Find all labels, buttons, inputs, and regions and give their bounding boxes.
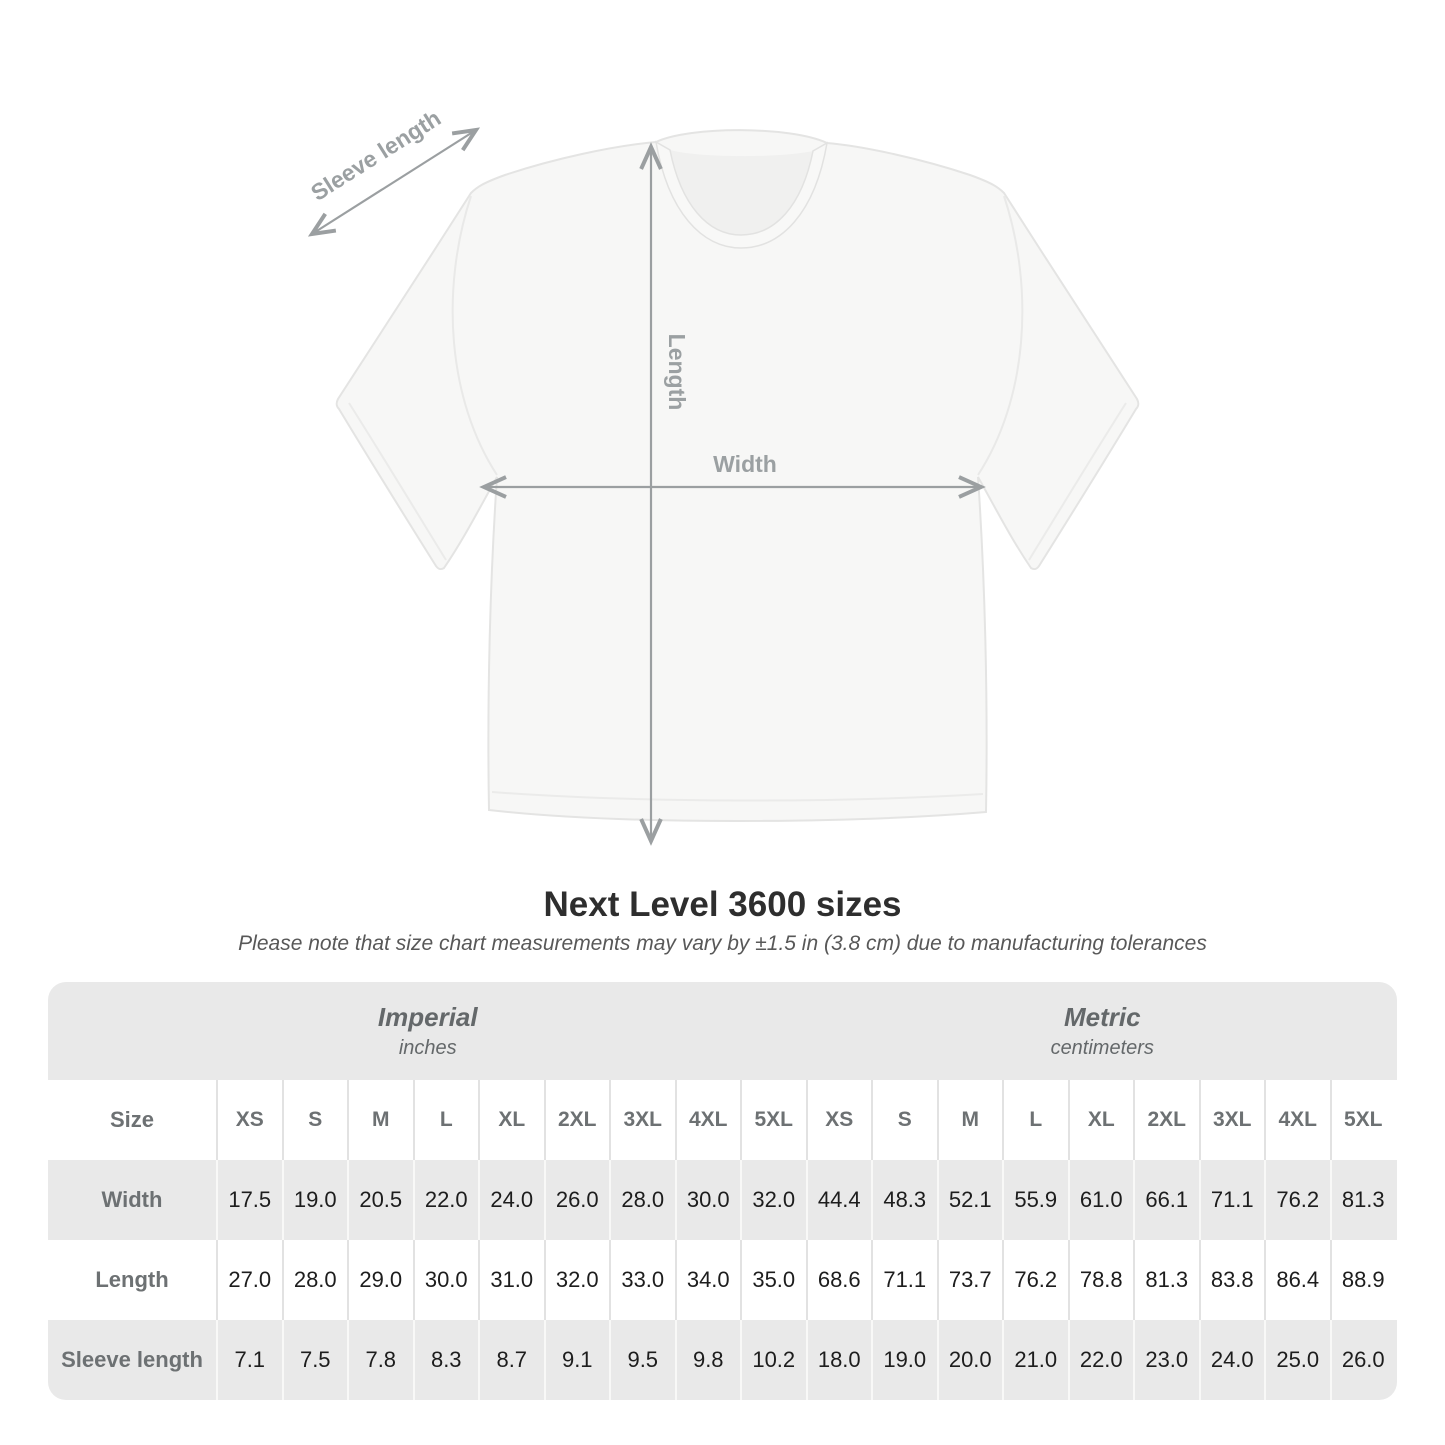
size-header: XL xyxy=(1070,1080,1136,1160)
size-header: S xyxy=(873,1080,939,1160)
metric-section-header xyxy=(808,982,1398,1080)
metric-value: 81.3 xyxy=(1135,1240,1201,1320)
row-label: Length xyxy=(48,1240,218,1320)
metric-value: 24.0 xyxy=(1201,1320,1267,1400)
metric-value: 19.0 xyxy=(873,1320,939,1400)
imperial-value: 24.0 xyxy=(480,1160,546,1240)
imperial-value: 8.3 xyxy=(415,1320,481,1400)
imperial-value: 27.0 xyxy=(218,1240,284,1320)
imperial-value: 9.5 xyxy=(611,1320,677,1400)
size-header: 2XL xyxy=(1135,1080,1201,1160)
size-header: 4XL xyxy=(677,1080,743,1160)
metric-value: 76.2 xyxy=(1266,1160,1332,1240)
width-label: Width xyxy=(713,451,777,477)
imperial-value: 32.0 xyxy=(742,1160,808,1240)
metric-value: 86.4 xyxy=(1266,1240,1332,1320)
imperial-value: 29.0 xyxy=(349,1240,415,1320)
imperial-value: 8.7 xyxy=(480,1320,546,1400)
metric-unit-label: centimeters xyxy=(1050,1036,1154,1059)
imperial-value: 19.0 xyxy=(284,1160,350,1240)
size-header: XL xyxy=(480,1080,546,1160)
metric-value: 25.0 xyxy=(1266,1320,1332,1400)
metric-value: 83.8 xyxy=(1201,1240,1267,1320)
imperial-value: 20.5 xyxy=(349,1160,415,1240)
metric-value: 66.1 xyxy=(1135,1160,1201,1240)
metric-value: 76.2 xyxy=(1004,1240,1070,1320)
imperial-value: 9.8 xyxy=(677,1320,743,1400)
metric-value: 88.9 xyxy=(1332,1240,1398,1320)
length-label: Length xyxy=(664,333,690,411)
size-row-label: Size xyxy=(48,1080,218,1160)
page-title: Next Level 3600 sizes xyxy=(543,885,902,924)
imperial-value: 30.0 xyxy=(677,1160,743,1240)
imperial-value: 32.0 xyxy=(546,1240,612,1320)
tolerance-note: Please note that size chart measurements may vary by ±1.5 in (3.8 cm) due to manufacturing tolerances xyxy=(238,931,1207,955)
size-header: M xyxy=(349,1080,415,1160)
metric-value: 48.3 xyxy=(873,1160,939,1240)
size-header: S xyxy=(284,1080,350,1160)
metric-label: Metric xyxy=(1063,1001,1141,1032)
size-header: 3XL xyxy=(611,1080,677,1160)
metric-value: 26.0 xyxy=(1332,1320,1398,1400)
metric-value: 68.6 xyxy=(808,1240,874,1320)
imperial-value: 17.5 xyxy=(218,1160,284,1240)
metric-value: 20.0 xyxy=(939,1320,1005,1400)
size-header: M xyxy=(939,1080,1005,1160)
metric-value: 23.0 xyxy=(1135,1320,1201,1400)
size-header: XS xyxy=(218,1080,284,1160)
size-header: 5XL xyxy=(742,1080,808,1160)
metric-value: 52.1 xyxy=(939,1160,1005,1240)
metric-value: 55.9 xyxy=(1004,1160,1070,1240)
imperial-value: 7.1 xyxy=(218,1320,284,1400)
sleeve-length-label: Sleeve length xyxy=(306,104,446,206)
metric-value: 61.0 xyxy=(1070,1160,1136,1240)
imperial-value: 26.0 xyxy=(546,1160,612,1240)
size-header: 3XL xyxy=(1201,1080,1267,1160)
imperial-value: 35.0 xyxy=(742,1240,808,1320)
metric-value: 22.0 xyxy=(1070,1320,1136,1400)
metric-value: 18.0 xyxy=(808,1320,874,1400)
metric-value: 44.4 xyxy=(808,1160,874,1240)
row-label: Width xyxy=(48,1160,218,1240)
imperial-value: 10.2 xyxy=(742,1320,808,1400)
imperial-value: 22.0 xyxy=(415,1160,481,1240)
imperial-label: Imperial xyxy=(377,1001,478,1032)
row-label: Sleeve length xyxy=(48,1320,218,1400)
imperial-value: 9.1 xyxy=(546,1320,612,1400)
imperial-section-header xyxy=(48,982,808,1080)
size-table xyxy=(48,982,1397,1400)
metric-value: 71.1 xyxy=(1201,1160,1267,1240)
size-header: L xyxy=(415,1080,481,1160)
size-header: XS xyxy=(808,1080,874,1160)
imperial-value: 7.8 xyxy=(349,1320,415,1400)
imperial-value: 7.5 xyxy=(284,1320,350,1400)
imperial-value: 30.0 xyxy=(415,1240,481,1320)
metric-value: 78.8 xyxy=(1070,1240,1136,1320)
imperial-value: 28.0 xyxy=(611,1160,677,1240)
imperial-value: 33.0 xyxy=(611,1240,677,1320)
size-header: 5XL xyxy=(1332,1080,1398,1160)
metric-value: 73.7 xyxy=(939,1240,1005,1320)
size-header: 2XL xyxy=(546,1080,612,1160)
imperial-value: 31.0 xyxy=(480,1240,546,1320)
metric-value: 81.3 xyxy=(1332,1160,1398,1240)
size-header: L xyxy=(1004,1080,1070,1160)
metric-value: 71.1 xyxy=(873,1240,939,1320)
imperial-value: 34.0 xyxy=(677,1240,743,1320)
imperial-value: 28.0 xyxy=(284,1240,350,1320)
metric-value: 21.0 xyxy=(1004,1320,1070,1400)
size-header: 4XL xyxy=(1266,1080,1332,1160)
imperial-unit-label: inches xyxy=(398,1036,457,1059)
